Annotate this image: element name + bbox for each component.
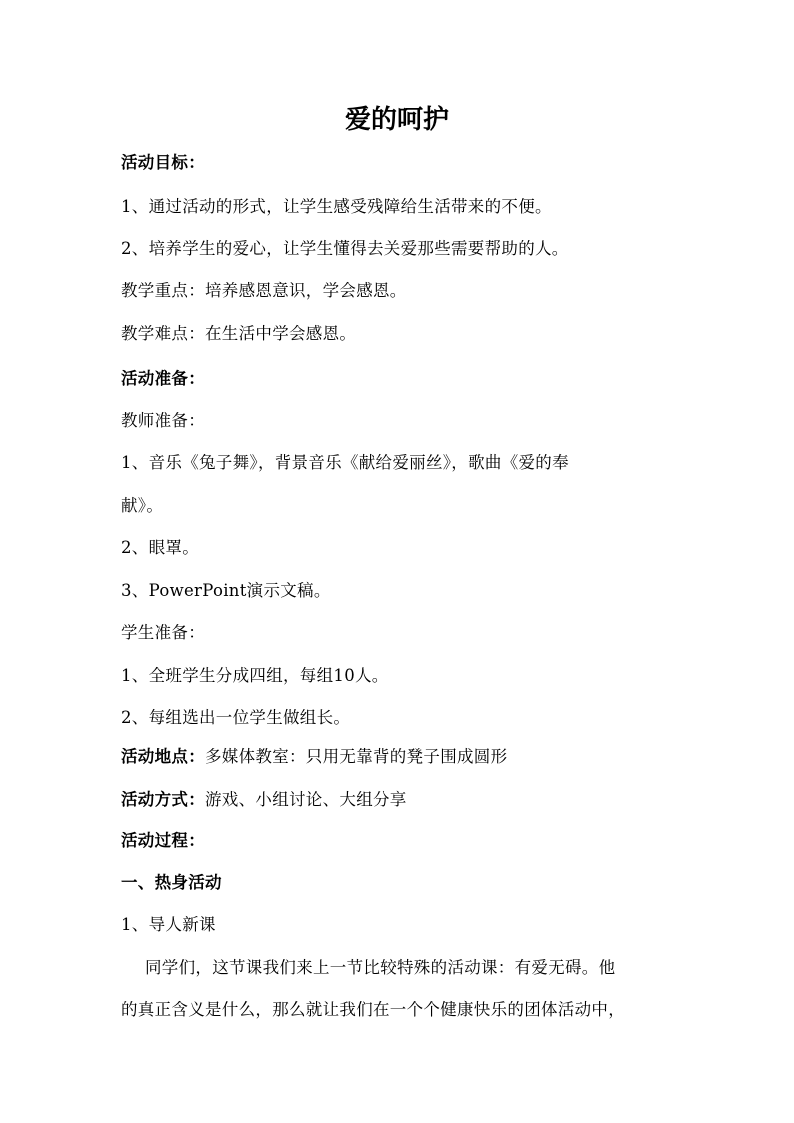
teacher-prep-line-2: 2、眼罩。 <box>121 538 199 557</box>
student-prep-line-2: 2、每组选出一位学生做组长。 <box>121 708 351 727</box>
student-prep-heading: 学生准备： <box>121 623 205 642</box>
heading-process: 活动过程： <box>121 831 205 850</box>
location-line <box>121 745 681 769</box>
paragraph-line-2: 的真正含义是什么，那么就让我们在一个个健康快乐的团体活动中， <box>121 1000 625 1019</box>
heading-preparation: 活动准备： <box>121 369 205 388</box>
location-text: 多媒体教室：只用无靠背的凳子围成圆形 <box>205 747 508 766</box>
paragraph-line-1: 同学们，这节课我们来上一节比较特殊的活动课：有爱无碍。他 <box>145 958 616 977</box>
key-point-line: 教学重点：培养感恩意识，学会感恩。 <box>121 281 407 300</box>
difficulty-line: 教学难点：在生活中学会感恩。 <box>121 324 357 343</box>
objective-line-1: 1、通过活动的形式，让学生感受残障给生活带来的不便。 <box>121 197 552 216</box>
heading-objectives: 活动目标： <box>121 153 205 172</box>
method-label: 活动方式： <box>121 790 205 809</box>
teacher-prep-heading: 教师准备： <box>121 411 205 430</box>
method-line <box>121 788 681 812</box>
teacher-prep-line-1-cont: 献》。 <box>121 496 164 515</box>
document-title: 爱的呵护 <box>344 105 449 135</box>
section-warmup-heading: 一、热身活动 <box>121 873 222 892</box>
location-label: 活动地点： <box>121 747 205 766</box>
objective-line-2: 2、培养学生的爱心，让学生懂得去关爱那些需要帮助的人。 <box>121 239 569 258</box>
method-text: 游戏、小组讨论、大组分享 <box>205 790 407 809</box>
warmup-step-1: 1、导人新课 <box>121 915 216 934</box>
teacher-prep-line-3: 3、PowerPoint演示文稿。 <box>121 581 331 600</box>
teacher-prep-line-1: 1、音乐《兔子舞》，背景音乐《献给爱丽丝》，歌曲《爱的奉 <box>121 453 569 472</box>
student-prep-line-1: 1、全班学生分成四组，每组10人。 <box>121 666 389 685</box>
